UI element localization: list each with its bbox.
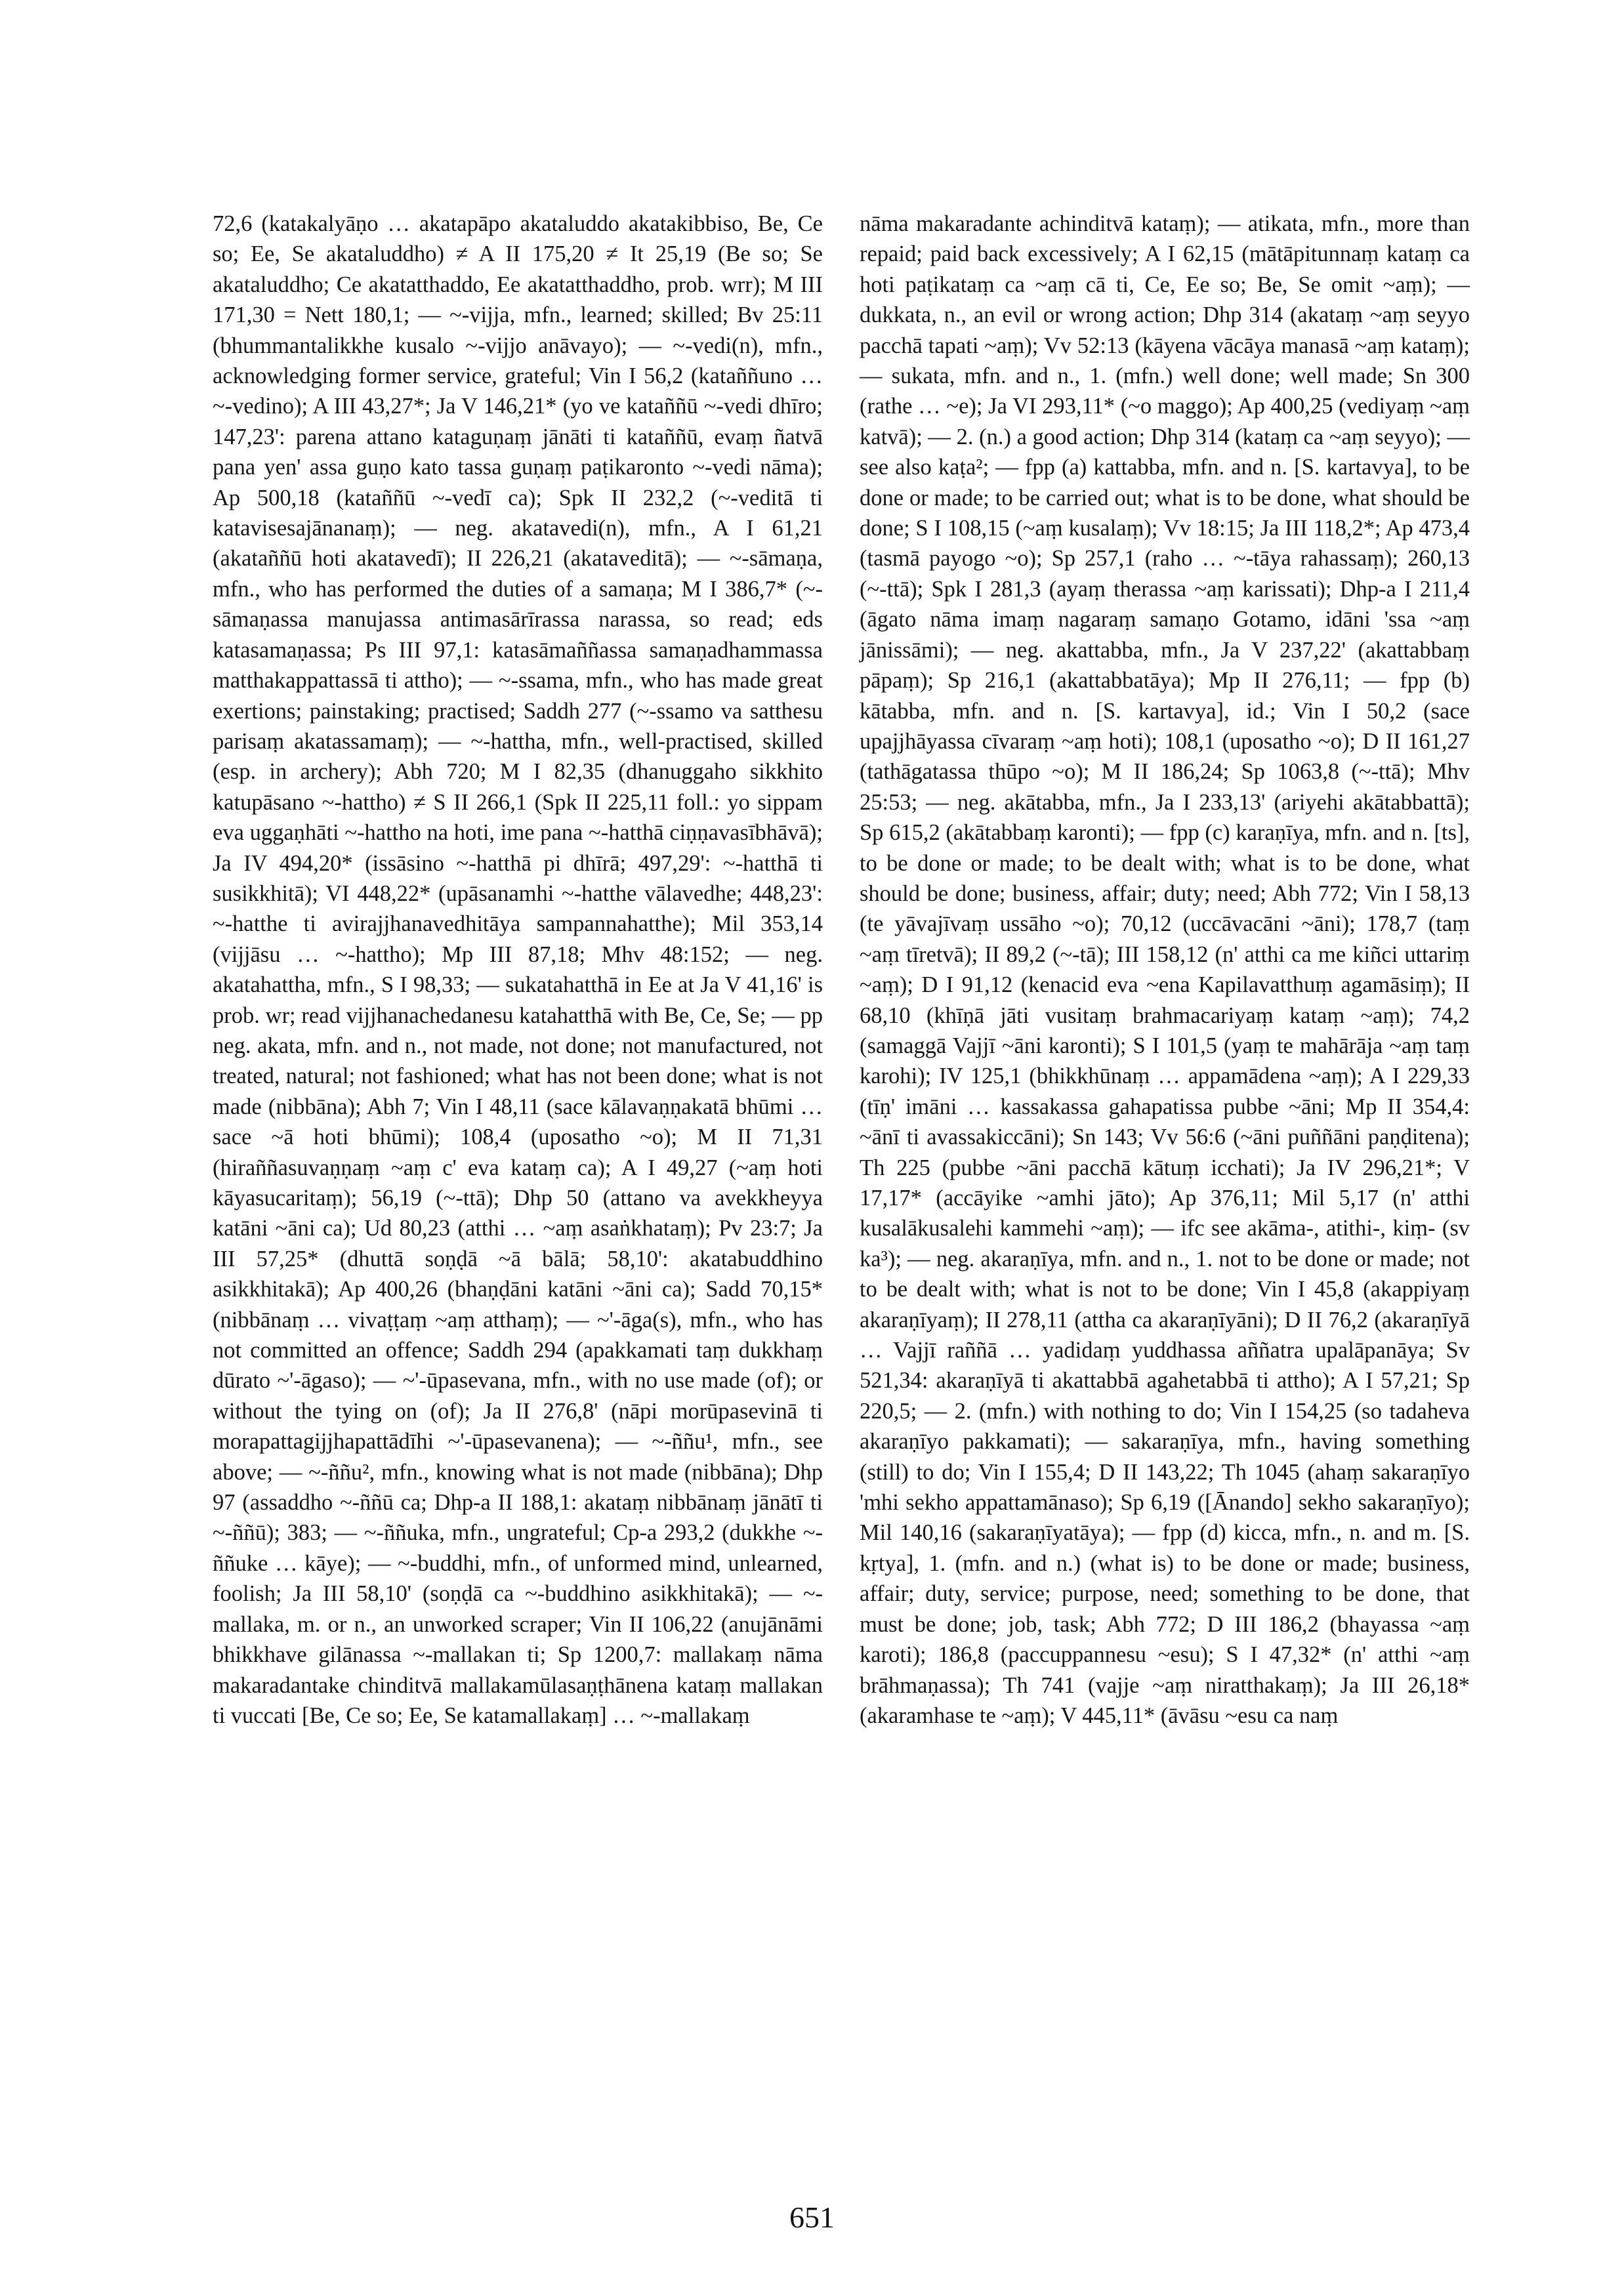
left-column — [213, 209, 823, 1731]
page-number: 651 — [789, 2201, 835, 2234]
right-column-text: nāma makaradante achinditvā kataṃ); — atikata, mfn., more than repaid; paid back excessively; A I 62,15 (mātāpitunnaṃ kataṃ ca hoti paṭikataṃ ca ~aṃ cā ti, Ce, Ee so; Be, Se omit ~aṃ); — dukkata, n., an evil or wrong action; Dhp 314 (akataṃ ~aṃ seyyo pacchā tapati ~aṃ); Vv 52:13 (kāyena vācāya manasā ~aṃ kataṃ); — sukata, mfn. and n., 1. (mfn.) well done; well made; Sn 300 (rathe … ~e); Ja VI 293,11* (~o maggo); Ap 400,25 (vediyaṃ ~aṃ katvā); — 2. (n.) a good action; Dhp 314 (kataṃ ca ~aṃ seyyo); — see also kaṭa²; — fpp (a) kattabba, mfn. and n. [S. kartavya], to be done or made; to be carried out; what is to be done, what should be done; S I 108,15 (~aṃ kusalaṃ); Vv 18:15; Ja III 118,2*; Ap 473,4 (tasmā payogo ~o); Sp 257,1 (raho … ~-tāya rahassaṃ); 260,13 (~-ttā); Spk I 281,3 (ayaṃ therassa ~aṃ karissati); Dhp-a I 211,4 (āgato nāma imaṃ nagaraṃ samaṇo Gotamo, idāni 'ssa ~aṃ jānissāmi); — neg. akattabba, mfn., Ja V 237,22' (akattabbaṃ pāpaṃ); Sp 216,1 (akattabbatāya); Mp II 276,11; — fpp (b) kātabba, mfn. and n. [S. kartavya], id.; Vin I 50,2 (sace upajjhāyassa cīvaraṃ ~aṃ hoti); 108,1 (uposatho ~o); D II 161,27 (tathāgatassa thūpo ~o); M II 186,24; Sp 1063,8 (~-ttā); Mhv 25:53; — neg. akātabba, mfn., Ja I 233,13' (ariyehi akātabbattā); Sp 615,2 (akātabbaṃ karonti); — fpp (c) karaṇīya, mfn. and n. [ts], to be done or made; to be dealt with; what is to be done, what should be done; business, affair; duty; need; Abh 772; Vin I 58,13 (te yāvajīvaṃ ussāho ~o); 70,12 (uccāvacāni ~āni); 178,7 (taṃ ~aṃ tīretvā); II 89,2 (~-tā); III 158,12 (n' atthi ca me kiñci uttariṃ ~aṃ); D I 91,12 (kenacid eva ~ena Kapilavatthuṃ agamāsiṃ); II 68,10 (khīṇā jāti vusitaṃ brahmacariyaṃ kataṃ ~aṃ); 74,2 (samaggā Vajjī ~āni karonti); S I 101,5 (yaṃ te mahārāja ~aṃ taṃ karohi); IV 125,1 (bhikkhūnaṃ … appamādena ~aṃ); A I 229,33 (tīṇ' imāni … kassakassa gahapatissa pubbe ~āni; Mp II 354,4: ~ānī ti avassakiccāni); Sn 143; Vv 56:6 (~āni puññāni paṇḍitena); Th 225 (pubbe ~āni pacchā kātuṃ icchati); Ja IV 296,21*; V 17,17* (accāyike ~amhi jāto); Ap 376,11; Mil 5,17 (n' atthi kusalākusalehi kammehi ~aṃ); — ifc see akāma-, atithi-, kiṃ- (sv ka³); — neg. akaraṇīya, mfn. and n., 1. not to be done or made; not to be dealt with; what is not to be done; Vin I 45,8 (akappiyaṃ akaraṇīyaṃ); II 278,11 (attha ca akaraṇīyāni); D II 76,2 (akaraṇīyā … Vajjī raññā … yadidaṃ yuddhassa aññatra upalāpanāya; Sv 521,34: akaraṇīyā ti akattabbā agahetabbā ti attho); A I 57,21; Sp 220,5; — 2. (mfn.) with nothing to do; Vin I 154,25 (so tadaheva akaraṇīyo pakkamati); — sakaraṇīya, mfn., having something (still) to do; Vin I 155,4; D II 143,22; Th 1045 (ahaṃ sakaraṇīyo 'mhi sekho appattamānaso); Sp 6,19 ([Ānando] sekho sakaraṇīyo); Mil 140,16 (sakaraṇīyatāya); — fpp (d) kicca, mfn., n. and m. [S. kṛtya], 1. (mfn. and n.) (what is) to be done or made; business, affair; duty, service; purpose, need; something to be done, that must be done; job, task; Abh 772; D III 186,2 (bhayassa ~aṃ karoti); 186,8 (paccuppannesu ~esu); S I 47,32* (n' atthi ~aṃ brāhmaṇassa); Th 741 (vajje ~aṃ niratthakaṃ); Ja III 26,18* (akaramhase te ~aṃ); V 445,11* (āvāsu ~esu ca naṃ — [860, 211, 1470, 1728]
right-column — [860, 209, 1470, 1731]
left-column-text: 72,6 (katakalyāṇo … akatapāpo akataluddo akatakibbiso, Be, Ce so; Ee, Se akataluddho) ≠ A II 175,20 ≠ It 25,19 (Be so; Se akataluddho; Ce akatatthaddo, Ee akatatthaddho, prob. wrr); M III 171,30 = Nett 180,1; — ~-vijja, mfn., learned; skilled; Bv 25:11 (bhummantalikkhe kusalo ~-vijjo anāvayo); — ~-vedi(n), mfn., acknowledging former service, grateful; Vin I 56,2 (kataññuno … ~-vedino); A III 43,27*; Ja V 146,21* (yo ve kataññū ~-vedi dhīro; 147,23': parena attano kataguṇaṃ jānāti ti kataññū, evaṃ ñatvā pana yen' assa guṇo kato tassa guṇaṃ paṭikaronto ~-vedi nāma); Ap 500,18 (kataññū ~-vedī ca); Spk II 232,2 (~-veditā ti katavisesajānanaṃ); — neg. akatavedi(n), mfn., A I 61,21 (akataññū hoti akatavedī); II 226,21 (akataveditā); — ~-sāmaṇa, mfn., who has performed the duties of a samaṇa; M I 386,7* (~-sāmaṇassa manujassa antimasārīrassa narassa, so read; eds katasamaṇassa; Ps III 97,1: katasāmaññassa samaṇadhammassa matthakappattassā ti attho); — ~-ssama, mfn., who has made great exertions; painstaking; practised; Saddh 277 (~-ssamo va satthesu parisaṃ akatassamaṃ); — ~-hattha, mfn., well-practised, skilled (esp. in archery); Abh 720; M I 82,35 (dhanuggaho sikkhito katupāsano ~-hattho) ≠ S II 266,1 (Spk II 225,11 foll.: yo sippam eva uggaṇhāti ~-hattho na hoti, ime pana ~-hatthā ciṇṇavasībhāvā); Ja IV 494,20* (issāsino ~-hatthā pi dhīrā; 497,29': ~-hatthā ti susikkhitā); VI 448,22* (upāsanamhi ~-hatthe vālavedhe; 448,23': ~-hatthe ti avirajjhanavedhitāya sampannahatthe); Mil 353,14 (vijjāsu … ~-hattho); Mp III 87,18; Mhv 48:152; — neg. akatahattha, mfn., S I 98,33; — sukatahatthā in Ee at Ja V 41,16' is prob. wr; read vijjhanachedanesu katahatthā with Be, Ce, Se; — pp neg. akata, mfn. and n., not made, not done; not manufactured, not treated, natural; not fashioned; what has not been done; what is not made (nibbāna); Abh 7; Vin I 48,11 (sace kālavaṇṇakatā bhūmi … sace ~ā hoti bhūmi); 108,4 (uposatho ~o); M II 71,31 (hiraññasuvaṇṇaṃ ~aṃ c' eva kataṃ ca); A I 49,27 (~aṃ hoti kāyasucaritaṃ); 56,19 (~-ttā); Dhp 50 (attano va avekkheyya katāni ~āni ca); Ud 80,23 (atthi … ~aṃ asaṅkhataṃ); Pv 23:7; Ja III 57,25* (dhuttā soṇḍā ~ā bālā; 58,10': akatabuddhino asikkhitakā); Ap 400,26 (bhaṇḍāni katāni ~āni ca); Sadd 70,15* (nibbānaṃ … vivaṭṭaṃ ~aṃ atthaṃ); — ~'-āga(s), mfn., who has not committed an offence; Saddh 294 (apakkamati taṃ dukkhaṃ dūrato ~'-āgaso); — ~'-ūpasevana, mfn., with no use made (of); or without the tying on (of); Ja II 276,8' (nāpi morūpasevinā ti morapattagijjhapattādīhi ~'-ūpasevanena); — ~-ññu¹, mfn., see above; — ~-ññu², mfn., knowing what is not made (nibbāna); Dhp 97 (assaddho ~-ññū ca; Dhp-a II 188,1: akataṃ nibbānaṃ jānātī ti ~-ññū); 383; — ~-ññuka, mfn., ungrateful; Cp-a 293,2 (dukkhe ~-ññuke … kāye); — ~-buddhi, mfn., of unformed mind, unlearned, foolish; Ja III 58,10' (soṇḍā ca ~-buddhino asikkhitakā); — ~-mallaka, m. or n., an unworked scraper; Vin II 106,22 (anujānāmi bhikkhave gilānassa ~-mallakan ti; Sp 1200,7: mallakaṃ nāma makaradantake chinditvā mallakamūlasaṇṭhānena kataṃ mallakan ti vuccati [Be, Ce so; Ee, Se katamallakaṃ] … ~-mallakaṃ — [213, 211, 823, 1728]
